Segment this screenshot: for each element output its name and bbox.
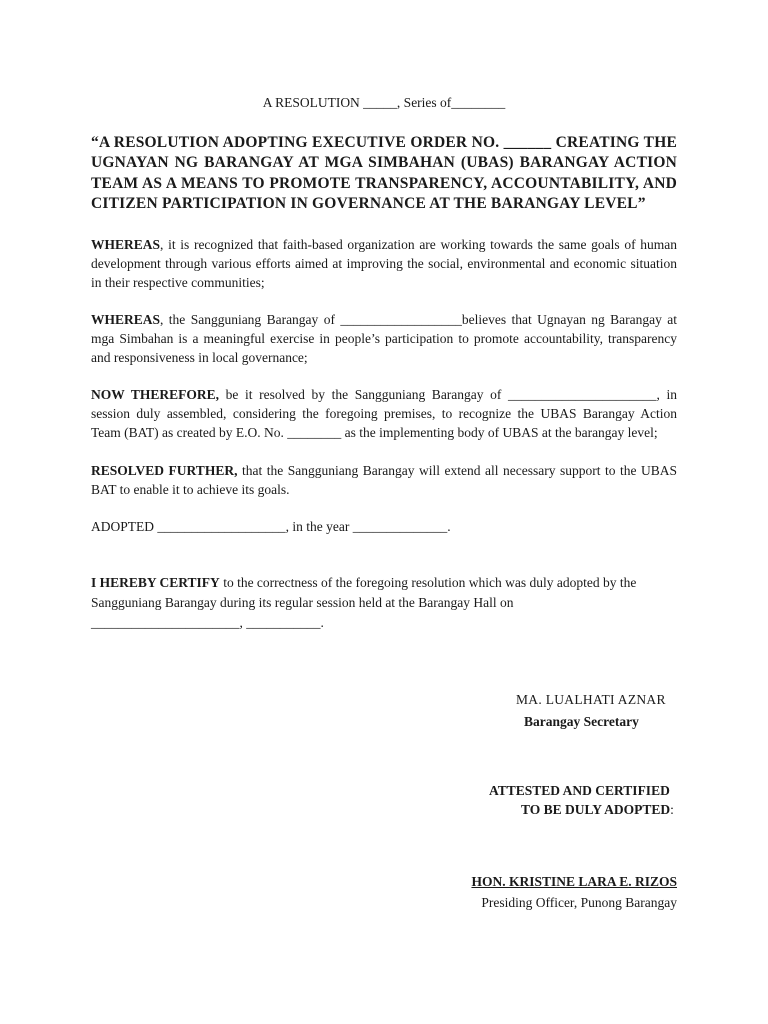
presiding-officer-name-text: HON. KRISTINE LARA E. RIZOS bbox=[471, 874, 677, 889]
presiding-officer-name bbox=[471, 872, 677, 892]
paragraph-text: development through various efforts aimed at improving the social, environmental and economic situation bbox=[91, 256, 677, 271]
attested-line: ATTESTED AND CERTIFIED bbox=[489, 783, 670, 798]
paragraph-text: Team (BAT) as created by E.O. No. ________ as the implementing body of UBAS at the barangay level; bbox=[91, 425, 658, 440]
attested-colon: : bbox=[670, 802, 674, 817]
whereas-lead: WHEREAS bbox=[91, 312, 161, 327]
whereas-lead: WHEREAS bbox=[91, 237, 161, 252]
secretary-title: Barangay Secretary bbox=[524, 714, 639, 729]
paragraph-text: BAT to enable it to achieve its goals. bbox=[91, 482, 290, 497]
paragraph-text: be it resolved by the Sangguniang Barangay of ______________________, in bbox=[219, 387, 678, 402]
title-line: TEAM AS A MEANS TO PROMOTE TRANSPARENCY, ACCOUNTABILITY, AND bbox=[91, 175, 677, 192]
paragraph-text: , it is recognized that faith-based organization are working towards the same goals of human bbox=[160, 237, 677, 252]
certify-lead: I HEREBY CERTIFY bbox=[91, 575, 220, 590]
secretary-name: MA. LUALHATI AZNAR bbox=[516, 692, 666, 707]
title-line: CITIZEN PARTICIPATION IN GOVERNANCE AT THE BARANGAY LEVEL” bbox=[91, 195, 646, 212]
adopted-line: ADOPTED ___________________, in the year ______________. bbox=[91, 519, 451, 534]
paragraph-text: Sangguniang Barangay during its regular session held at the Barangay Hall on bbox=[91, 595, 514, 610]
title-line: UGNAYAN NG BARANGAY AT MGA SIMBAHAN (UBAS) BARANGAY ACTION bbox=[91, 154, 677, 171]
paragraph-text: mga Simbahan is a meaningful exercise in people’s participation to promote accountability, transparency bbox=[91, 331, 677, 346]
attested-line: TO BE DULY ADOPTED bbox=[521, 802, 671, 817]
title-line: “A RESOLUTION ADOPTING EXECUTIVE ORDER NO. ______ CREATING THE bbox=[91, 134, 677, 151]
date-blank-line: ______________________, ___________. bbox=[91, 615, 324, 630]
resolved-further-lead: RESOLVED FURTHER, bbox=[91, 463, 238, 478]
paragraph-text: to the correctness of the foregoing resolution which was duly adopted by the bbox=[219, 575, 637, 590]
paragraph-text: that the Sangguniang Barangay will extend all necessary support to the UBAS bbox=[237, 463, 677, 478]
paragraph-text: , the Sangguniang Barangay of __________________believes that Ugnayan ng Barangay at bbox=[160, 312, 677, 327]
now-therefore-lead: NOW THEREFORE, bbox=[91, 387, 220, 402]
resolution-heading: A RESOLUTION _____, Series of________ bbox=[262, 95, 506, 110]
paragraph-text: session duly assembled, considering the foregoing premises, to recognize the UBAS Barangay Action bbox=[91, 406, 677, 421]
paragraph-text: and responsiveness in local governance; bbox=[91, 350, 308, 365]
presiding-officer-title: Presiding Officer, Punong Barangay bbox=[481, 895, 677, 910]
paragraph-text: in their respective communities; bbox=[91, 275, 265, 290]
